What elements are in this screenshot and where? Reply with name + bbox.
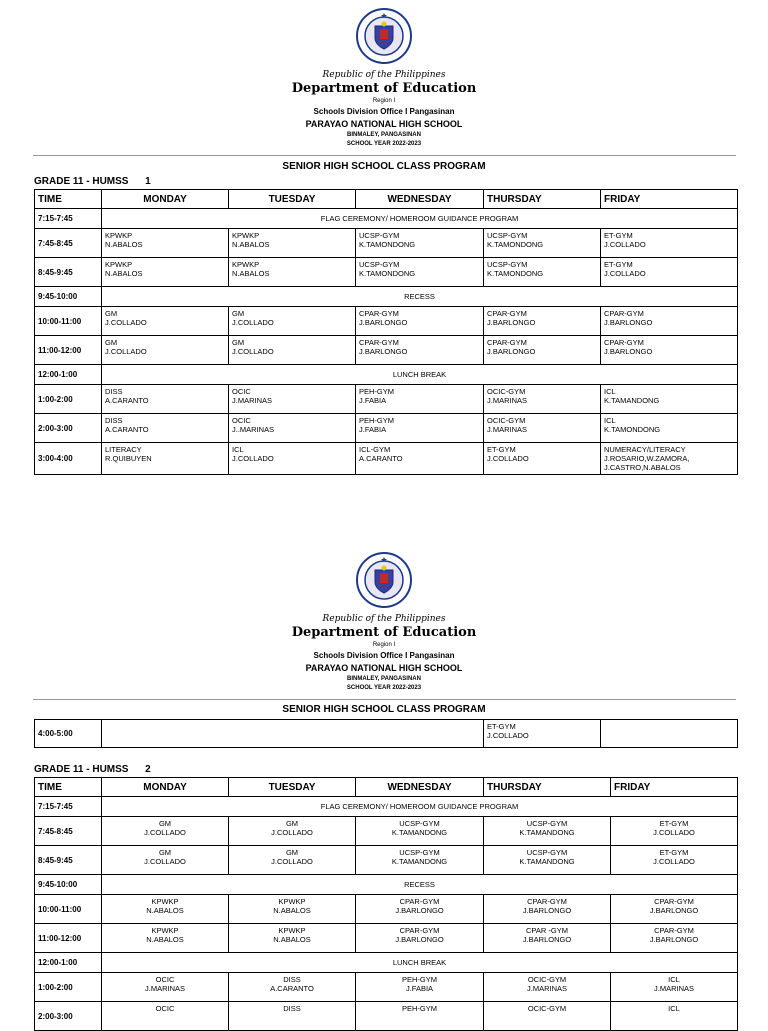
subject: ICL — [604, 387, 616, 396]
schedule-cell — [601, 258, 738, 287]
department-name: Department of Education — [291, 625, 477, 640]
teacher: J..MARINAS — [232, 425, 275, 434]
school-location: BINMALEY, PANGASINAN — [347, 676, 421, 682]
table-row — [35, 875, 738, 895]
teacher: J.BARLONGO — [395, 935, 444, 944]
schedule-cell — [484, 229, 601, 258]
schedule-cell — [601, 414, 738, 443]
table-row — [35, 414, 738, 443]
time-cell: 2:00-3:00 — [35, 414, 102, 443]
teacher: N.ABALOS — [232, 240, 270, 249]
column-header: WEDNESDAY — [356, 778, 484, 797]
teacher: J.MARINAS — [232, 396, 273, 405]
school-header-page-2 — [0, 552, 768, 693]
teacher: J.COLLADO — [232, 318, 274, 327]
teacher: J.BARLONGO — [604, 318, 653, 327]
subject: UCSP-GYM — [399, 848, 440, 857]
section-label: GRADE 11 - HUMSS 1 — [34, 176, 151, 187]
schedule-cell — [229, 924, 356, 953]
continuation-table — [34, 719, 738, 748]
table-row — [35, 336, 738, 365]
activity-cell: RECESS — [102, 287, 738, 307]
empty-cell — [102, 720, 484, 748]
school-header — [0, 8, 768, 149]
subject: GM — [232, 309, 245, 318]
teacher: J.BARLONGO — [359, 347, 408, 356]
schedule-cell — [484, 1002, 611, 1031]
school-year: SCHOOL YEAR 2022-2023 — [346, 141, 422, 147]
teacher: N.ABALOS — [105, 240, 143, 249]
empty-cell — [601, 720, 738, 748]
schedule-cell — [229, 817, 356, 846]
schedule-cell — [601, 443, 738, 475]
teacher: J.BARLONGO — [487, 318, 536, 327]
schedule-cell — [601, 307, 738, 336]
schedule-cell — [356, 846, 484, 875]
schedule-cell — [611, 924, 738, 953]
subject: NUMERACY/LITERACY — [604, 445, 686, 454]
deped-seal-icon — [356, 8, 412, 64]
subject: UCSP-GYM — [399, 819, 440, 828]
teacher: J.COLLADO — [271, 857, 313, 866]
column-header: THURSDAY — [484, 190, 601, 209]
schedule-cell — [484, 720, 601, 748]
teacher: J.BARLONGO — [649, 906, 699, 915]
subject: OCIC — [155, 975, 175, 984]
schedule-table-humss-1 — [34, 189, 738, 475]
schedule-cell — [229, 258, 356, 287]
subject: KPWKP — [105, 231, 133, 240]
column-header: TUESDAY — [229, 778, 356, 797]
time-cell: 10:00-11:00 — [35, 895, 102, 924]
subject: KPWKP — [232, 231, 260, 240]
schedule-cell — [229, 336, 356, 365]
activity-cell: LUNCH BREAK — [102, 365, 738, 385]
subject: CPAR-GYM — [654, 926, 694, 935]
schedule-table-humss-2 — [34, 777, 738, 1031]
table-row — [35, 953, 738, 973]
subject: CPAR-GYM — [399, 897, 440, 906]
subject: GM — [105, 338, 118, 347]
schedule-cell — [102, 229, 229, 258]
teacher: J.MARINAS — [487, 425, 528, 434]
column-header: FRIDAY — [611, 778, 738, 797]
teacher: J.COLLADO — [144, 857, 186, 866]
time-cell: 10:00-11:00 — [35, 307, 102, 336]
teacher: A.CARANTO — [105, 396, 149, 405]
schedule-cell — [611, 846, 738, 875]
teacher: A.CARANTO — [359, 454, 403, 463]
schedule-cell — [102, 846, 229, 875]
schedule-cell — [102, 817, 229, 846]
table-row — [35, 443, 738, 475]
column-header: TIME — [35, 190, 102, 209]
subject: LITERACY — [105, 445, 142, 454]
teacher: J.FABIA — [359, 425, 387, 434]
subject: PEH-GYM — [359, 416, 395, 425]
schedule-cell — [102, 443, 229, 475]
table-row — [35, 846, 738, 875]
department-name: Department of Education — [291, 81, 477, 96]
activity-cell: LUNCH BREAK — [102, 953, 738, 973]
time-cell: 11:00-12:00 — [35, 924, 102, 953]
schedule-cell — [229, 443, 356, 475]
program-title: SENIOR HIGH SCHOOL CLASS PROGRAM — [282, 161, 486, 172]
teacher: K.TAMANDONG — [391, 828, 448, 837]
time-cell: 4:00-5:00 — [35, 720, 102, 748]
teacher: K.TAMANDONG — [391, 857, 448, 866]
school-name: PARAYAO NATIONAL HIGH SCHOOL — [305, 119, 463, 129]
schedule-cell — [102, 385, 229, 414]
teacher: K.TAMONDONG — [604, 425, 661, 434]
schedule-cell — [229, 307, 356, 336]
schedule-cell — [484, 385, 601, 414]
subject: ICL — [232, 445, 244, 454]
time-cell: 8:45-9:45 — [35, 846, 102, 875]
schedule-cell — [356, 336, 484, 365]
teacher: K.TAMONDONG — [359, 240, 416, 249]
time-cell: 12:00-1:00 — [35, 953, 102, 973]
header-divider — [33, 699, 736, 700]
subject: CPAR-GYM — [527, 897, 567, 906]
teacher: N.ABALOS — [105, 269, 143, 278]
table-row — [35, 817, 738, 846]
schedule-cell — [229, 895, 356, 924]
subject: CPAR-GYM — [604, 309, 644, 318]
header-divider — [33, 155, 736, 156]
schedule-cell — [601, 336, 738, 365]
column-header: TUESDAY — [229, 190, 356, 209]
subject: OCIC-GYM — [527, 975, 567, 984]
teacher: N.ABALOS — [273, 906, 311, 915]
subject: OCIC-GYM — [527, 1004, 567, 1013]
teacher: J.BARLONGO — [487, 347, 536, 356]
teacher: J.MARINAS — [144, 984, 185, 993]
table-row — [35, 287, 738, 307]
teacher: J.COLLADO — [653, 828, 695, 837]
subject: ET-GYM — [604, 231, 633, 240]
subject: KPWKP — [232, 260, 260, 269]
schedule-cell — [601, 229, 738, 258]
deped-seal-icon — [356, 552, 412, 608]
teacher: A.CARANTO — [270, 984, 314, 993]
section-label: GRADE 11 - HUMSS 2 — [34, 764, 151, 775]
column-header: TIME — [35, 778, 102, 797]
teacher: J.BARLONGO — [649, 935, 699, 944]
teacher: J.COLLADO — [105, 347, 147, 356]
schedule-cell — [102, 895, 229, 924]
table-row — [35, 229, 738, 258]
subject: UCSP-GYM — [359, 231, 400, 240]
subject: OCIC-GYM — [487, 416, 526, 425]
subject: OCIC-GYM — [487, 387, 526, 396]
schedule-cell — [102, 258, 229, 287]
schedule-cell — [484, 817, 611, 846]
column-header: FRIDAY — [601, 190, 738, 209]
teacher: K.TAMONDONG — [487, 240, 544, 249]
subject: KPWKP — [151, 897, 179, 906]
subject: KPWKP — [278, 897, 306, 906]
time-cell: 1:00-2:00 — [35, 973, 102, 1002]
time-cell: 2:00-3:00 — [35, 1002, 102, 1031]
school-name: PARAYAO NATIONAL HIGH SCHOOL — [305, 663, 463, 673]
teacher: J.COLLADO — [604, 269, 646, 278]
time-cell: 7:45-8:45 — [35, 229, 102, 258]
republic-line: Republic of the Philippines — [322, 70, 446, 80]
subject: OCIC — [232, 387, 251, 396]
schedule-cell — [102, 307, 229, 336]
subject: KPWKP — [151, 926, 179, 935]
schedule-cell — [356, 258, 484, 287]
schedule-cell — [484, 895, 611, 924]
table-row — [35, 797, 738, 817]
table-row — [35, 895, 738, 924]
subject: PEH-GYM — [359, 387, 395, 396]
subject: OCIC — [155, 1004, 175, 1013]
table-row — [35, 924, 738, 953]
teacher: J.FABIA — [359, 396, 387, 405]
time-cell: 11:00-12:00 — [35, 336, 102, 365]
schedule-cell — [484, 846, 611, 875]
teacher: J.ROSARIO,W.ZAMORA, — [604, 454, 690, 463]
subject: DISS — [283, 975, 301, 984]
schedule-cell — [229, 846, 356, 875]
subject: KPWKP — [105, 260, 133, 269]
activity-cell: FLAG CEREMONY/ HOMEROOM GUIDANCE PROGRAM — [102, 209, 738, 229]
subject: ET-GYM — [604, 260, 633, 269]
teacher: J.COLLADO — [487, 731, 529, 740]
teacher: J.MARINAS — [653, 984, 694, 993]
subject: ICL — [668, 975, 680, 984]
schedule-cell — [356, 1002, 484, 1031]
time-cell: 12:00-1:00 — [35, 365, 102, 385]
subject: ET-GYM — [487, 445, 516, 454]
teacher: K.TAMANDONG — [519, 828, 575, 837]
schedule-cell — [611, 817, 738, 846]
subject: UCSP-GYM — [359, 260, 400, 269]
teacher: J.MARINAS — [526, 984, 567, 993]
teacher: J.COLLADO — [232, 454, 274, 463]
subject: DISS — [283, 1004, 301, 1013]
schedule-cell — [229, 229, 356, 258]
schedule-cell — [356, 307, 484, 336]
table-row — [35, 385, 738, 414]
subject: ET-GYM — [487, 722, 516, 731]
schedule-cell — [229, 1002, 356, 1031]
subject: CPAR-GYM — [604, 338, 644, 347]
subject: GM — [285, 819, 299, 828]
schedule-cell — [102, 973, 229, 1002]
subject: ET-GYM — [659, 819, 689, 828]
teacher: N.ABALOS — [273, 935, 311, 944]
schedule-cell — [611, 895, 738, 924]
column-header: WEDNESDAY — [356, 190, 484, 209]
subject: GM — [158, 819, 172, 828]
school-location: BINMALEY, PANGASINAN — [347, 132, 421, 138]
subject: ET-GYM — [659, 848, 689, 857]
schedule-cell — [356, 443, 484, 475]
schedule-cell — [102, 414, 229, 443]
subject: DISS — [105, 387, 123, 396]
schedule-cell — [601, 385, 738, 414]
table-row — [35, 365, 738, 385]
teacher: A.CARANTO — [105, 425, 149, 434]
schedule-cell — [484, 307, 601, 336]
program-title: SENIOR HIGH SCHOOL CLASS PROGRAM — [282, 704, 486, 715]
division-line: Schools Division Office I Pangasinan — [313, 651, 455, 660]
schedule-cell — [484, 443, 601, 475]
subject: DISS — [105, 416, 123, 425]
column-header: THURSDAY — [484, 778, 611, 797]
teacher: J.COLLADO — [487, 454, 529, 463]
schedule-cell — [102, 924, 229, 953]
subject: CPAR-GYM — [399, 926, 440, 935]
school-year: SCHOOL YEAR 2022-2023 — [346, 685, 422, 691]
table-row — [35, 1002, 738, 1031]
schedule-cell — [356, 895, 484, 924]
teacher: J.COLLADO — [271, 828, 313, 837]
teacher: J.BARLONGO — [359, 318, 408, 327]
schedule-cell — [229, 385, 356, 414]
subject: UCSP-GYM — [526, 819, 568, 828]
region-line: Region I — [372, 642, 396, 648]
schedule-cell — [484, 258, 601, 287]
teacher: J.COLLADO — [232, 347, 274, 356]
republic-line: Republic of the Philippines — [322, 614, 446, 624]
schedule-cell — [229, 414, 356, 443]
subject: CPAR-GYM — [487, 338, 527, 347]
teacher: K.TAMANDONG — [604, 396, 660, 405]
activity-cell: RECESS — [102, 875, 738, 895]
schedule-cell — [484, 924, 611, 953]
teacher: J.COLLADO — [105, 318, 147, 327]
schedule-cell — [102, 336, 229, 365]
time-cell: 9:45-10:00 — [35, 875, 102, 895]
subject: PEH-GYM — [401, 975, 437, 984]
subject: GM — [285, 848, 299, 857]
subject: UCSP-GYM — [487, 260, 528, 269]
time-cell: 1:00-2:00 — [35, 385, 102, 414]
teacher: J.BARLONGO — [522, 906, 572, 915]
subject: ICL-GYM — [359, 445, 391, 454]
schedule-cell — [356, 229, 484, 258]
table-row — [35, 258, 738, 287]
subject: CPAR-GYM — [359, 309, 399, 318]
schedule-cell — [484, 336, 601, 365]
teacher: J.CASTRO,N.ABALOS — [604, 463, 681, 472]
time-cell: 3:00-4:00 — [35, 443, 102, 475]
schedule-cell — [356, 817, 484, 846]
teacher: K.TAMANDONG — [519, 857, 575, 866]
schedule-cell — [611, 1002, 738, 1031]
table-row — [35, 307, 738, 336]
subject: PEH-GYM — [401, 1004, 437, 1013]
teacher: R.QUIBUYEN — [105, 454, 152, 463]
activity-cell: FLAG CEREMONY/ HOMEROOM GUIDANCE PROGRAM — [102, 797, 738, 817]
subject: GM — [105, 309, 118, 318]
schedule-cell — [356, 414, 484, 443]
subject: CPAR-GYM — [487, 309, 527, 318]
schedule-cell — [229, 973, 356, 1002]
schedule-cell — [611, 973, 738, 1002]
teacher: J.BARLONGO — [604, 347, 653, 356]
time-cell: 8:45-9:45 — [35, 258, 102, 287]
teacher: N.ABALOS — [146, 935, 184, 944]
subject: UCSP-GYM — [487, 231, 528, 240]
teacher: J.COLLADO — [604, 240, 646, 249]
teacher: N.ABALOS — [146, 906, 184, 915]
table-row — [35, 209, 738, 229]
division-line: Schools Division Office I Pangasinan — [313, 107, 455, 116]
teacher: K.TAMONDONG — [359, 269, 416, 278]
table-row — [35, 973, 738, 1002]
schedule-cell — [484, 414, 601, 443]
time-cell: 9:45-10:00 — [35, 287, 102, 307]
schedule-cell — [102, 1002, 229, 1031]
subject: UCSP-GYM — [526, 848, 568, 857]
schedule-cell — [484, 973, 611, 1002]
column-header: MONDAY — [102, 190, 229, 209]
subject: ICL — [668, 1004, 680, 1013]
schedule-cell — [356, 385, 484, 414]
region-line: Region I — [372, 98, 396, 104]
subject: GM — [232, 338, 245, 347]
teacher: N.ABALOS — [232, 269, 270, 278]
schedule-cell — [356, 924, 484, 953]
teacher: J.FABIA — [405, 984, 434, 993]
teacher: J.MARINAS — [487, 396, 528, 405]
schedule-cell — [356, 973, 484, 1002]
subject: CPAR -GYM — [526, 926, 568, 935]
teacher: J.BARLONGO — [395, 906, 444, 915]
subject: OCIC — [232, 416, 251, 425]
teacher: J.COLLADO — [144, 828, 186, 837]
teacher: J.BARLONGO — [522, 935, 572, 944]
time-cell: 7:15-7:45 — [35, 797, 102, 817]
subject: ICL — [604, 416, 616, 425]
subject: GM — [158, 848, 172, 857]
teacher: J.COLLADO — [653, 857, 695, 866]
time-cell: 7:45-8:45 — [35, 817, 102, 846]
subject: KPWKP — [278, 926, 306, 935]
time-cell: 7:15-7:45 — [35, 209, 102, 229]
subject: CPAR-GYM — [359, 338, 399, 347]
subject: CPAR-GYM — [654, 897, 694, 906]
column-header: MONDAY — [102, 778, 229, 797]
teacher: K.TAMONDONG — [487, 269, 544, 278]
